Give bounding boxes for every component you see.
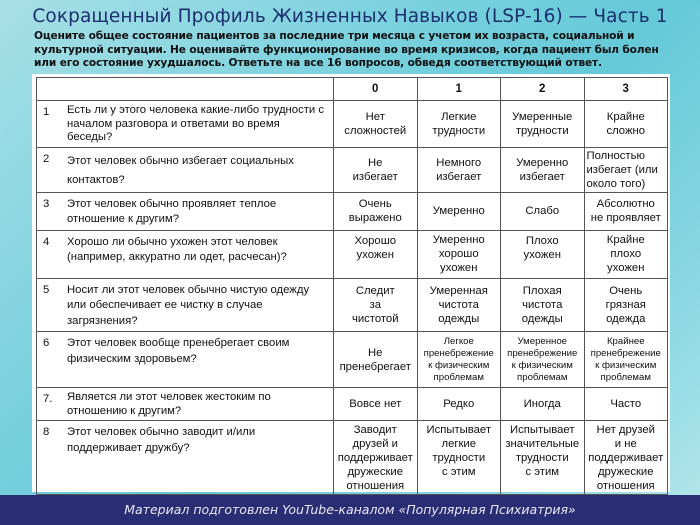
question-number: 4 <box>43 235 50 248</box>
question-text: Этот человек обычно избегает социальных контактов? <box>67 154 294 186</box>
answer-option[interactable]: Умеренная чистота одежды <box>417 278 501 332</box>
answer-option[interactable]: Испытывает легкие трудности с этим <box>417 421 501 495</box>
answer-option[interactable]: Умеренное пренебрежение к физическим проблемам <box>501 332 585 388</box>
question-number: 7. <box>43 393 53 405</box>
instructions: Оцените общее состояние пациентов за последние три месяца с учетом их возраста, социальной и культурной ситуации. Не оценивайте функционирование во время кризисов, когда пациент был болен или его состояние ухудшалось. Ответьте на все 16 вопросов, обведя соответствующий ответ. <box>34 30 659 70</box>
question-number: 2 <box>43 152 50 165</box>
table-row <box>37 278 668 332</box>
answer-option[interactable]: Испытывает значительные трудности с этим <box>501 421 585 495</box>
answer-option[interactable]: Плохая чистота одежды <box>501 278 585 332</box>
answer-option[interactable]: Вовсе нет <box>334 388 418 421</box>
answer-option[interactable]: Легкие трудности <box>417 101 501 148</box>
answer-option[interactable]: Очень выражено <box>334 192 418 230</box>
answer-option[interactable]: Крайнее пренебрежение к физическим проблемам <box>584 332 668 388</box>
lsp16-table <box>36 77 668 495</box>
answer-option[interactable]: Не пренебрегает <box>334 332 418 388</box>
question-cell <box>37 147 334 192</box>
answer-option[interactable]: Иногда <box>501 388 585 421</box>
header-score-1: 1 <box>417 78 501 101</box>
question-cell <box>37 192 334 230</box>
table-row <box>37 192 668 230</box>
question-number: 5 <box>43 283 50 296</box>
answer-option[interactable]: Немного избегает <box>417 147 501 192</box>
answer-option[interactable]: Легкое пренебрежение к физическим проблемам <box>417 332 501 388</box>
question-number: 3 <box>43 197 50 210</box>
answer-option[interactable]: Умеренные трудности <box>501 101 585 148</box>
question-text: Носит ли этот человек обычно чистую одежду или обеспечивает ее чистку в случае загрязнения? <box>67 283 310 327</box>
question-cell <box>37 421 334 495</box>
answer-option[interactable]: Следит за чистотой <box>334 278 418 332</box>
answer-option[interactable]: Нет друзей и не поддерживает дружеские отношения <box>584 421 668 495</box>
table-row <box>37 421 668 495</box>
answer-option[interactable]: Плохо ухожен <box>501 230 585 278</box>
answer-option[interactable]: Хорошо ухожен <box>334 230 418 278</box>
table-row <box>37 388 668 421</box>
question-cell <box>37 230 334 278</box>
answer-option[interactable]: Часто <box>584 388 668 421</box>
header-question <box>37 78 334 101</box>
header-score-3: 3 <box>584 78 668 101</box>
table-row <box>37 101 668 148</box>
answer-option[interactable]: Крайне плохо ухожен <box>584 230 668 278</box>
answer-option[interactable]: Очень грязная одежда <box>584 278 668 332</box>
header-score-0: 0 <box>334 78 418 101</box>
page-title: Сокращенный Профиль Жизненных Навыков (LSP-16) — Часть 1 <box>32 6 668 27</box>
answer-option[interactable]: Нет сложностей <box>334 101 418 148</box>
question-number: 6 <box>43 337 50 349</box>
footer-credit: Материал подготовлен YouTube-каналом «Популярная Психиатрия» <box>0 495 700 525</box>
question-text: Является ли этот человек жестоким по отношению к другим? <box>67 391 271 417</box>
table-row <box>37 230 668 278</box>
answer-option[interactable]: Умеренно избегает <box>501 147 585 192</box>
answer-option[interactable]: Умеренно <box>417 192 501 230</box>
answer-option[interactable]: Крайне сложно <box>584 101 668 148</box>
answer-option[interactable]: Умеренно хорошо ухожен <box>417 230 501 278</box>
question-cell <box>37 332 334 388</box>
question-number: 1 <box>43 106 50 118</box>
answer-option[interactable]: Заводит друзей и поддерживает дружеские отношения <box>334 421 418 495</box>
question-text: Этот человек вообще пренебрегает своим физическим здоровьем? <box>67 337 290 365</box>
answer-option[interactable]: Слабо <box>501 192 585 230</box>
question-cell <box>37 278 334 332</box>
table-row <box>37 147 668 192</box>
table-header-row <box>37 78 668 101</box>
header-score-2: 2 <box>501 78 585 101</box>
answer-option[interactable]: Полностью избегает (или около того) <box>584 147 668 192</box>
question-text: Этот человек обычно заводит и/или поддерживает дружбу? <box>67 426 256 454</box>
question-number: 8 <box>43 426 50 438</box>
table-row <box>37 332 668 388</box>
answer-option[interactable]: Не избегает <box>334 147 418 192</box>
question-cell <box>37 388 334 421</box>
question-text: Есть ли у этого человека какие-либо трудности с началом разговора и ответами во время беседы? <box>67 104 324 143</box>
question-text: Этот человек обычно проявляет теплое отношение к другим? <box>67 197 277 225</box>
question-cell <box>37 101 334 148</box>
answer-option[interactable]: Абсолютно не проявляет <box>584 192 668 230</box>
answer-option[interactable]: Редко <box>417 388 501 421</box>
question-text: Хорошо ли обычно ухожен этот человек (например, аккуратно ли одет, расчесан)? <box>67 235 287 263</box>
